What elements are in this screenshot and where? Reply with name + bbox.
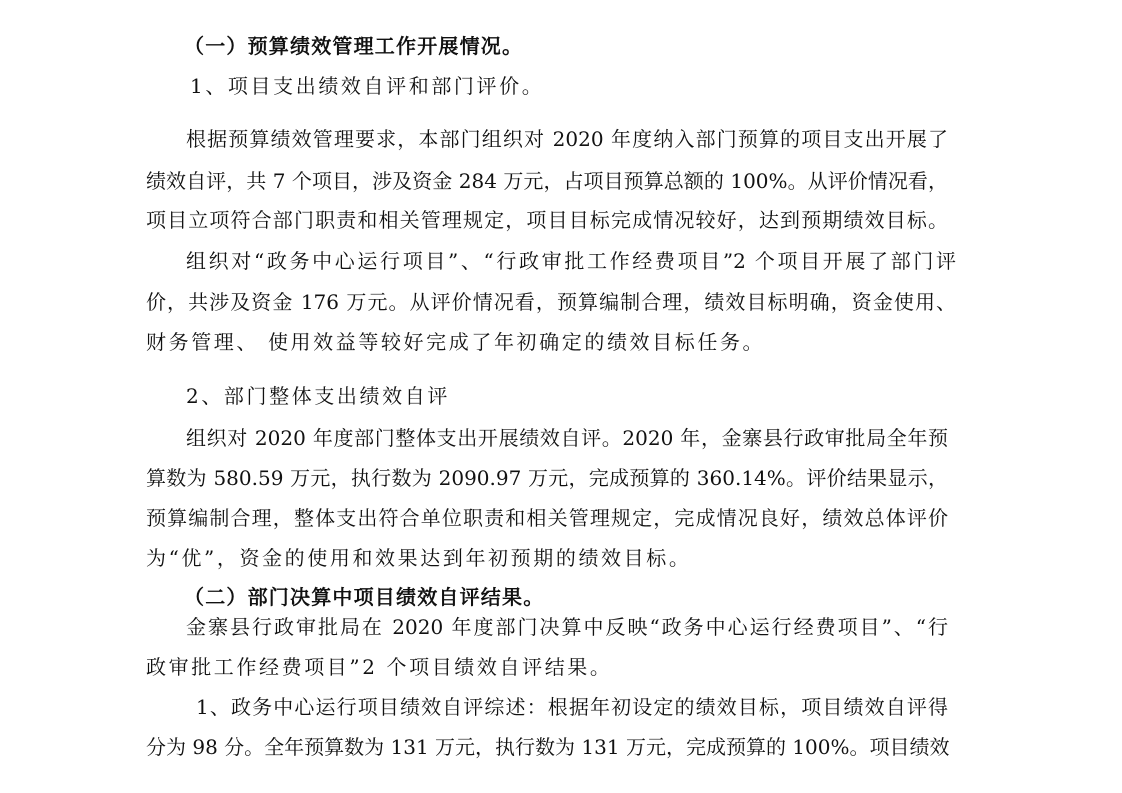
- paragraph-line: 价，共涉及资金 176 万元。从评价情况看，预算编制合理，绩效目标明确，资金使用、: [146, 290, 956, 314]
- section-heading-1: （一）预算绩效管理工作开展情况。: [184, 34, 524, 58]
- paragraph-line: 算数为 580.59 万元，执行数为 2090.97 万元，完成预算的 360.14%。评价结果显示，: [146, 466, 948, 490]
- paragraph-line: 政审批工作经费项目”2 个项目绩效自评结果。: [146, 655, 613, 679]
- paragraph-line: 分为 98 分。全年预算数为 131 万元，执行数为 131 万元，完成预算的 100%。项目绩效: [146, 735, 950, 759]
- paragraph-line: 根据预算绩效管理要求，本部门组织对 2020 年度纳入部门预算的项目支出开展了: [186, 127, 948, 151]
- subsection-heading-1-1: 1、项目支出绩效自评和部门评价。: [190, 74, 545, 98]
- paragraph-line: 金寨县行政审批局在 2020 年度部门决算中反映“政务中心运行经费项目”、“行: [186, 615, 948, 639]
- paragraph-line: 为“优”，资金的使用和效果达到年初预期的绩效目标。: [146, 546, 692, 570]
- subsection-heading-1-2: 2、部门整体支出绩效自评: [186, 384, 450, 408]
- paragraph-line: 预算编制合理，整体支出符合单位职责和相关管理规定，完成情况良好，绩效总体评价: [146, 506, 948, 530]
- paragraph-line: 组织对“政务中心运行项目”、“行政审批工作经费项目”2 个项目开展了部门评: [186, 249, 956, 273]
- section-heading-2: （二）部门决算中项目绩效自评结果。: [184, 585, 545, 609]
- paragraph-line: 组织对 2020 年度部门整体支出开展绩效自评。2020 年，金寨县行政审批局全年预: [186, 426, 948, 450]
- paragraph-line: 绩效自评，共 7 个项目，涉及资金 284 万元，占项目预算总额的 100%。从评价情况看，: [146, 169, 948, 193]
- paragraph-line: 财务管理、 使用效益等较好完成了年初确定的绩效目标任务。: [146, 330, 766, 354]
- paragraph-line: 1、政务中心运行项目绩效自评综述：根据年初设定的绩效目标，项目绩效自评得: [196, 695, 948, 719]
- paragraph-line: 项目立项符合部门职责和相关管理规定，项目目标完成情况较好，达到预期绩效目标。: [146, 208, 948, 232]
